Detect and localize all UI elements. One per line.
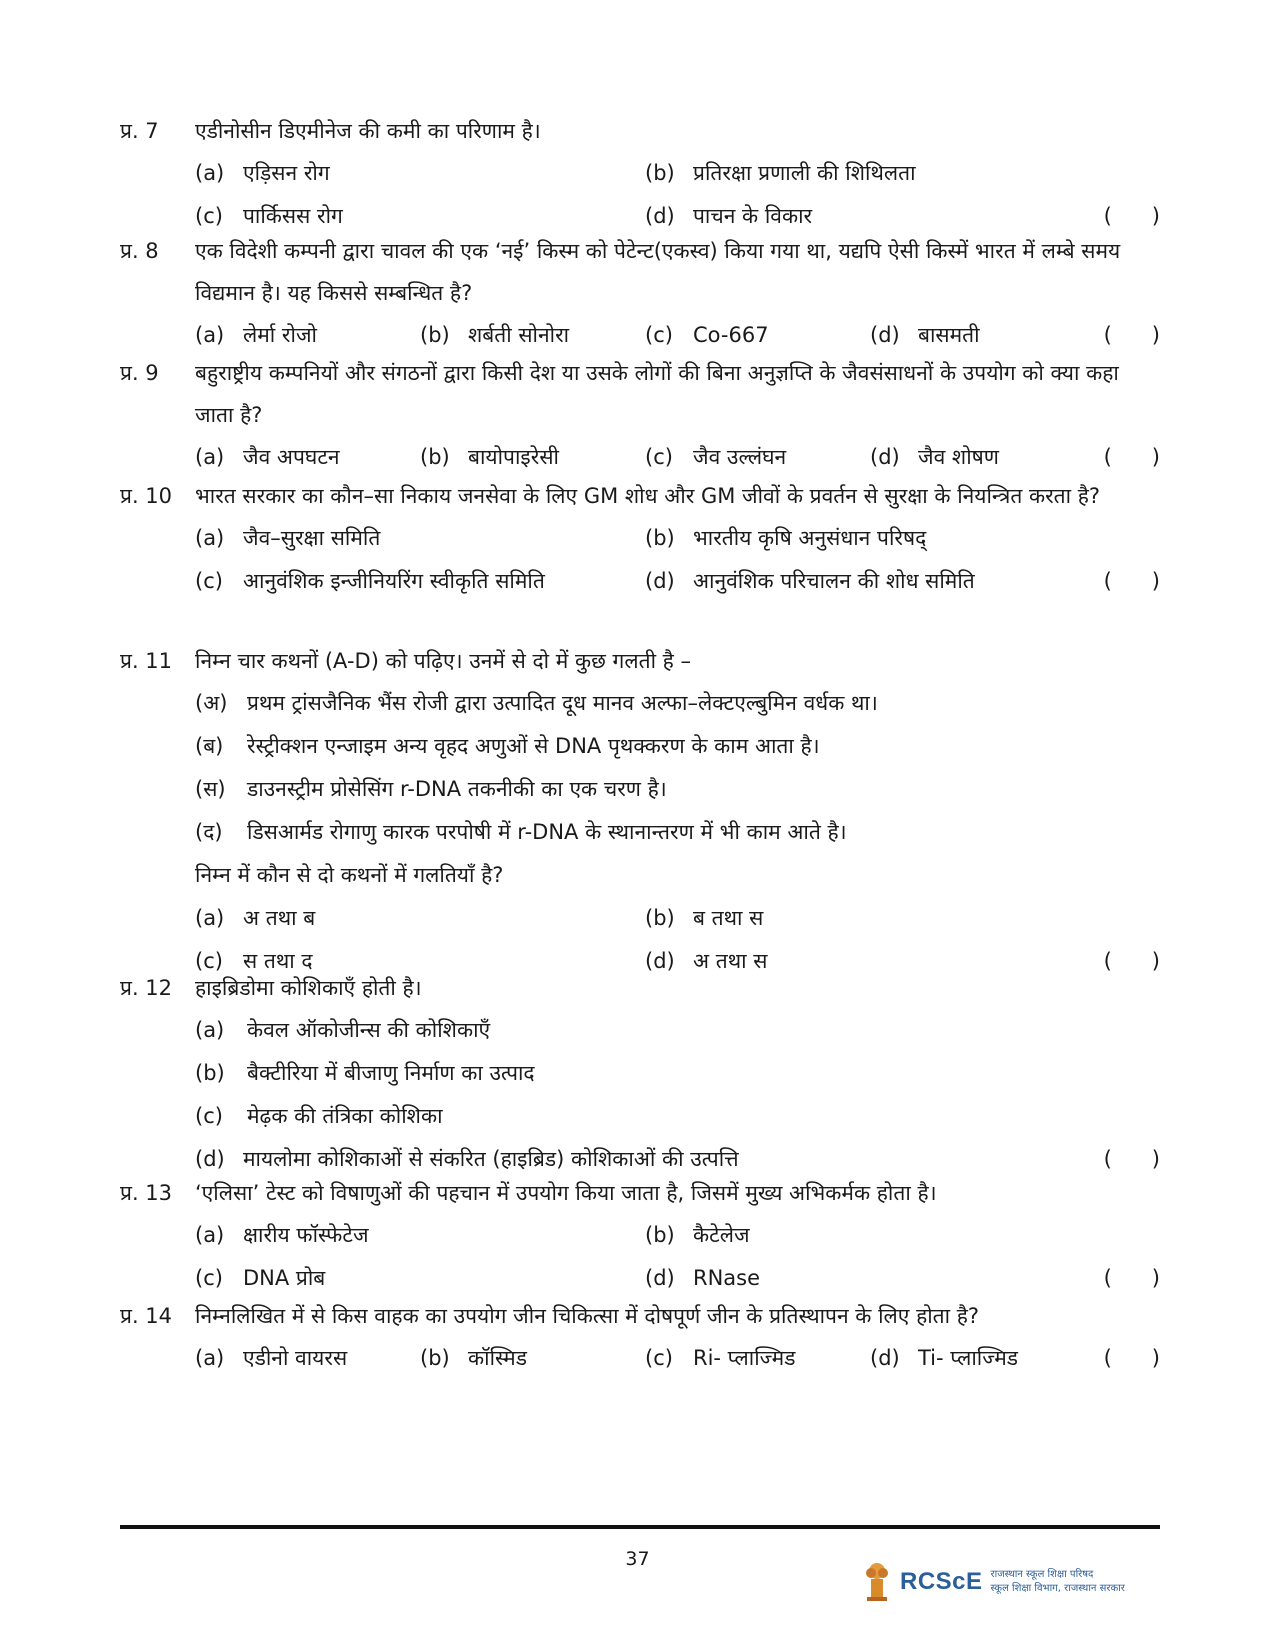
option-c: (c) आनुवंशिक इन्जीनियरिंग स्वीकृति समिति — [195, 569, 545, 593]
question-number: प्र. 9 — [120, 361, 159, 385]
option-b: (b) प्रतिरक्षा प्रणाली की शिथिलता — [645, 161, 916, 185]
option-b: (b) भारतीय कृषि अनुसंधान परिषद् — [645, 526, 927, 550]
options-row — [120, 1337, 1160, 1380]
option-a: (a) क्षारीय फॉस्फेटेज — [195, 1223, 369, 1247]
option-b: (b) बैक्टीरिया में बीजाणु निर्माण का उत्पाद — [195, 1061, 535, 1085]
option-a: (a) जैव अपघटन — [195, 445, 340, 469]
option-d: (d) अ तथा स — [645, 949, 768, 973]
question-8 — [120, 230, 1160, 357]
option-c: (c) Ri- प्लाज्मिड — [645, 1346, 796, 1370]
options-row — [120, 517, 1160, 560]
logo-title: राजस्थान स्कूल शिक्षा परिषद — [990, 1569, 1094, 1580]
options-row — [120, 314, 1160, 357]
option-a: (a) जैव–सुरक्षा समिति — [195, 526, 381, 550]
question-text: निम्न चार कथनों (A-D) को पढ़िए। उनमें से दो में कुछ गलती है – — [195, 649, 692, 673]
option-c: (c) Co-667 — [645, 323, 769, 347]
options-row — [120, 1214, 1160, 1257]
page-number: 37 — [625, 1548, 650, 1570]
option-a: (a) लेर्मा रोजो — [195, 323, 317, 347]
question-number: प्र. 7 — [120, 119, 159, 143]
option-d: (d) आनुवंशिक परिचालन की शोध समिति — [645, 569, 975, 593]
option-c: (c) जैव उल्लंघन — [645, 445, 787, 469]
question-7 — [120, 110, 1160, 238]
option-d: (d) बासमती — [870, 323, 980, 347]
question-number: प्र. 11 — [120, 649, 173, 673]
option-b: (b) बायोपाइरेसी — [420, 445, 559, 469]
option-b: (b) कॉस्मिड — [420, 1346, 527, 1370]
answer-bracket[interactable]: ( ) — [1103, 1266, 1160, 1290]
option-d: (d) पाचन के विकार — [645, 204, 813, 228]
statement-d: (द) डिसआर्मड रोगाणु कारक परपोषी में r-DNA के स्थानान्तरण में भी काम आते है। — [195, 820, 847, 844]
option-a: (a) केवल ऑकोजीन्स की कोशिकाएँ — [195, 1018, 491, 1042]
statement-a: (अ) प्रथम ट्रांसजैनिक भैंस रोजी द्वारा उत्पादित दूध मानव अल्फा–लेक्टएल्बुमिन वर्धक था। — [195, 691, 878, 715]
statement-c: (स) डाउनस्ट्रीम प्रोसेसिंग r-DNA तकनीकी का एक चरण है। — [195, 777, 667, 801]
question-number: प्र. 8 — [120, 239, 159, 263]
question-11 — [120, 640, 1160, 983]
option-d: (d) मायलोमा कोशिकाओं से संकरित (हाइब्रिड) कोशिकाओं की उत्पत्ति — [195, 1147, 739, 1171]
answer-bracket[interactable]: ( ) — [1103, 1147, 1160, 1171]
answer-bracket[interactable]: ( ) — [1103, 949, 1160, 973]
question-14 — [120, 1295, 1160, 1380]
option-b: (b) कैटेलेज — [645, 1223, 750, 1247]
option-c: (c) पार्किसस रोग — [195, 204, 343, 228]
option-b: (b) ब तथा स — [645, 906, 764, 930]
option-c: (c) मेढ़क की तंत्रिका कोशिका — [195, 1104, 443, 1128]
question-text: बहुराष्ट्रीय कम्पनियों और संगठनों द्वारा किसी देश या उसके लोगों की बिना अनुज्ञप्ति के जैवसंसाधनों के उपयोग को क्या कहा जाता है? — [195, 361, 1119, 427]
option-a: (a) अ तथा ब — [195, 906, 316, 930]
question-12 — [120, 967, 1160, 1181]
question-text: हाइब्रिडोमा कोशिकाएँ होती है। — [195, 976, 422, 1000]
question-13 — [120, 1172, 1160, 1300]
options-row — [120, 436, 1160, 479]
question-number: प्र. 12 — [120, 976, 173, 1000]
question-number: प्र. 14 — [120, 1304, 173, 1328]
question-number: प्र. 10 — [120, 484, 173, 508]
answer-bracket[interactable]: ( ) — [1103, 204, 1160, 228]
question-10 — [120, 475, 1160, 603]
options-row — [120, 897, 1160, 940]
answer-bracket[interactable]: ( ) — [1103, 445, 1160, 469]
options-row — [120, 1257, 1160, 1300]
question-prompt: निम्न में कौन से दो कथनों में गलतियाँ है? — [195, 863, 504, 887]
answer-bracket[interactable]: ( ) — [1103, 323, 1160, 347]
question-text: एक विदेशी कम्पनी द्वारा चावल की एक ‘नई’ किस्म को पेटेन्ट(एकस्व) किया गया था, यद्यपि ऐसी किस्में भारत में लम्बे समय विद्यमान है। यह किससे सम्बन्धित है? — [195, 239, 1121, 305]
option-c: (c) स तथा द — [195, 949, 313, 973]
statement-b: (ब) रेस्ट्रीक्शन एन्जाइम अन्य वृहद अणुओं से DNA पृथक्करण के काम आता है। — [195, 734, 820, 758]
answer-bracket[interactable]: ( ) — [1103, 569, 1160, 593]
option-d: (d) RNase — [645, 1266, 761, 1290]
options-row — [120, 152, 1160, 195]
question-text: एडीनोसीन डिएमीनेज की कमी का परिणाम है। — [195, 119, 541, 143]
logo-subtitle: स्कूल शिक्षा विभाग, राजस्थान सरकार — [990, 1583, 1125, 1594]
question-text: भारत सरकार का कौन–सा निकाय जनसेवा के लिए GM शोध और GM जीवों के प्रवर्तन से सुरक्षा के नियन्त्रित करता है? — [195, 484, 1101, 508]
option-d: (d) Ti- प्लाज्मिड — [870, 1346, 1019, 1370]
state-emblem-icon — [862, 1557, 892, 1607]
question-text: निम्नलिखित में से किस वाहक का उपयोग जीन चिकित्सा में दोषपूर्ण जीन के प्रतिस्थापन के लिए होता है? — [195, 1304, 980, 1328]
question-number: प्र. 13 — [120, 1181, 173, 1205]
answer-bracket[interactable]: ( ) — [1103, 1346, 1160, 1370]
options-row — [120, 560, 1160, 603]
option-a: (a) एडीनो वायरस — [195, 1346, 348, 1370]
footer-divider — [120, 1525, 1160, 1529]
option-a: (a) एड़िसन रोग — [195, 161, 330, 185]
question-9 — [120, 352, 1160, 479]
option-c: (c) DNA प्रोब — [195, 1266, 326, 1290]
question-text: ‘एलिसा’ टेस्ट को विषाणुओं की पहचान में उपयोग किया जाता है, जिसमें मुख्य अभिकर्मक होता है। — [195, 1181, 937, 1205]
logo-brand: RCScE — [900, 1568, 983, 1595]
option-d: (d) जैव शोषण — [870, 445, 999, 469]
rcsce-logo — [862, 1552, 1154, 1612]
option-b: (b) शर्बती सोनोरा — [420, 323, 570, 347]
